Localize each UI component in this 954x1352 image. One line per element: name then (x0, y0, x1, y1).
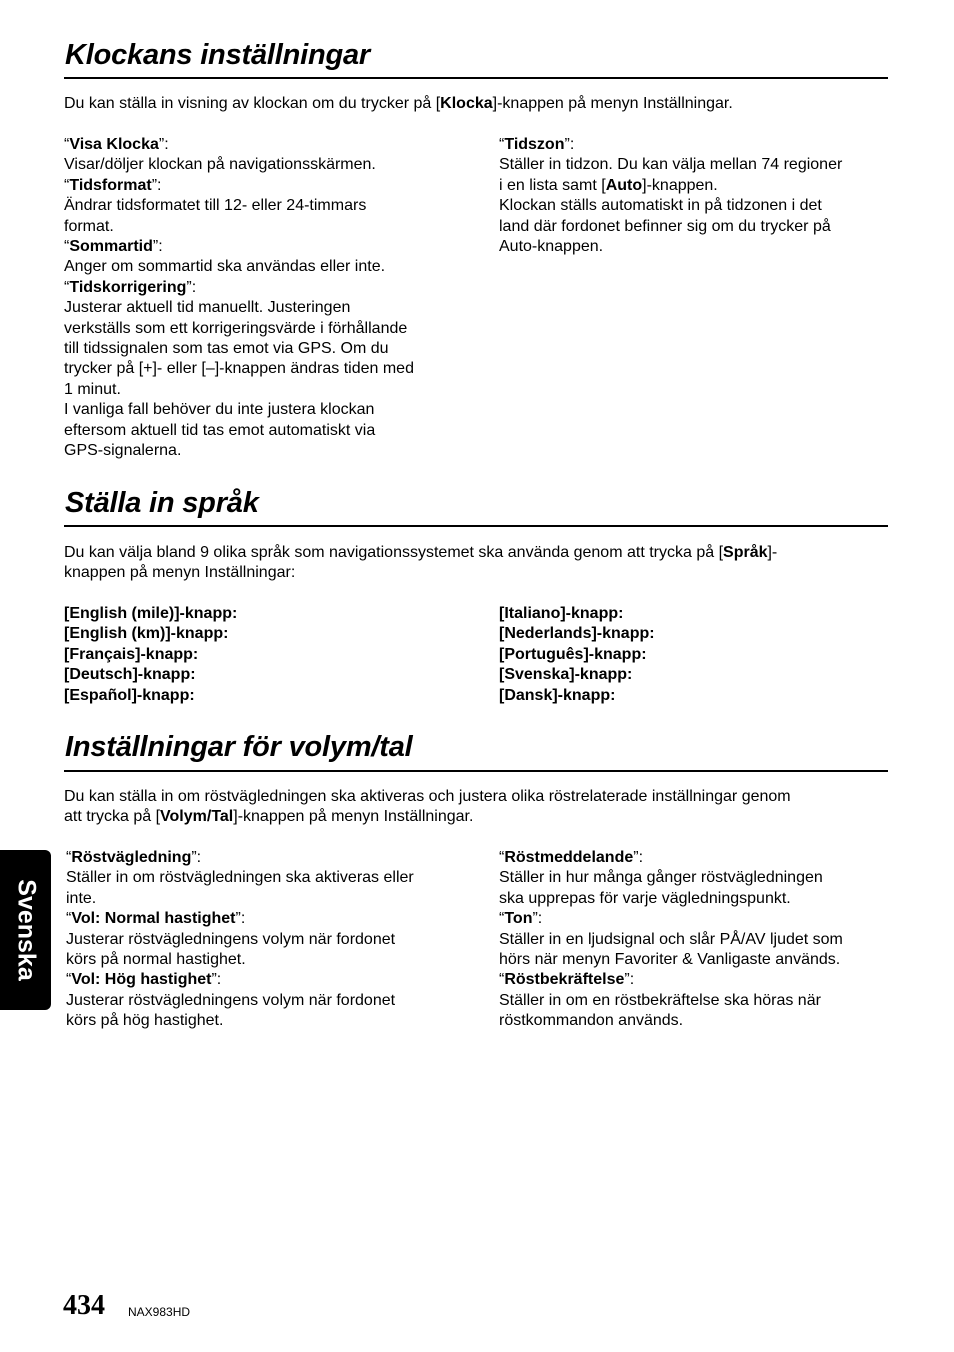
section-intro-language: Du kan välja bland 9 olika språk som navigationssystemet ska använda genom att trycka på [Språk]- knappen på menyn Inställningar: (64, 544, 778, 582)
volume-setting-description: körs på normal hastighet. (66, 951, 246, 969)
language-list-left (64, 604, 237, 706)
clock-setting-description: GPS-signalerna. (64, 442, 182, 460)
language-button-label: [Español]-knapp: (64, 686, 195, 704)
clock-settings-right-column (499, 135, 899, 257)
language-button-label: [Português]-knapp: (499, 645, 647, 663)
clock-settings-left-column (64, 135, 464, 462)
volume-settings-left-column (66, 848, 466, 1032)
clock-setting-description: till tidssignalen som tas emot via GPS. Om du (64, 340, 389, 358)
clock-setting-description: i en lista samt [Auto]-knappen. (499, 176, 718, 194)
language-button-label: [Français]-knapp: (64, 645, 199, 663)
language-button-label: [English (km)]-knapp: (64, 625, 229, 643)
clock-setting-description: verkställs som ett korrigeringsvärde i förhållande (64, 319, 408, 337)
clock-setting-description: 1 minut. (64, 380, 121, 398)
section-rule-volume (64, 770, 888, 772)
volume-setting-description: röstkommandon används. (499, 1012, 684, 1030)
language-button-label: [Nederlands]-knapp: (499, 625, 655, 643)
clock-setting-title: “Sommartid”: (64, 238, 163, 256)
volume-setting-description: Ställer in om röstvägledningen ska aktiveras eller (66, 869, 414, 887)
clock-setting-description: Anger om sommartid ska användas eller inte. (64, 258, 386, 276)
clock-setting-description: Klockan ställs automatiskt in på tidzonen i det (499, 197, 822, 215)
clock-setting-description: format. (64, 217, 114, 235)
volume-setting-description: Ställer in hur många gånger röstvägledningen (499, 869, 823, 887)
volume-setting-description: Justerar röstvägledningens volym när fordonet (66, 991, 396, 1009)
volume-setting-title: “Röstvägledning”: (66, 849, 202, 866)
section-intro-clock: Du kan ställa in visning av klockan om du trycker på [Klocka]-knappen på menyn Inställningar. (64, 95, 733, 112)
section-rule-language (64, 525, 888, 527)
section-title-volume: Inställningar för volym/tal (65, 731, 413, 763)
language-side-tab (0, 850, 51, 1010)
clock-setting-description: Ställer in tidzon. Du kan välja mellan 74 regioner (499, 156, 843, 174)
clock-setting-description: trycker på [+]- eller [–]-knappen ändras tiden med (64, 360, 414, 378)
clock-setting-description: land där fordonet befinner sig om du trycker på (499, 217, 831, 235)
section-rule-clock (64, 77, 888, 79)
volume-setting-description: ska upprepas för varje vägledningspunkt. (499, 889, 791, 907)
language-button-label: [Dansk]-knapp: (499, 686, 616, 704)
language-button-label: [English (mile)]-knapp: (64, 605, 238, 622)
volume-setting-description: körs på hög hastighet. (66, 1012, 224, 1030)
volume-setting-description: hörs när menyn Favoriter & Vanligaste används. (499, 951, 841, 969)
clock-setting-description: Auto-knappen. (499, 238, 604, 256)
clock-setting-description: Visar/döljer klockan på navigationsskärmen. (64, 156, 376, 174)
side-tab-label: Svenska (12, 879, 40, 981)
clock-setting-description: Ändrar tidsformatet till 12- eller 24-timmars (64, 197, 367, 215)
volume-setting-description: Justerar röstvägledningens volym när fordonet (66, 930, 396, 948)
language-button-label: [Deutsch]-knapp: (64, 666, 196, 684)
volume-setting-description: Ställer in en ljudsignal och slår PÅ/AV ljudet som (499, 930, 843, 948)
section-intro-volume: Du kan ställa in om röstvägledningen ska aktiveras och justera olika röstrelaterade inställningar genom att trycka på [Volym/Tal]-knappen på menyn Inställningar. (64, 788, 791, 826)
language-list-right (499, 604, 655, 706)
language-button-label: [Svenska]-knapp: (499, 666, 633, 684)
page-number: 434 (63, 1290, 105, 1321)
clock-setting-title: “Tidsformat”: (64, 176, 162, 194)
volume-setting-title: “Vol: Hög hastighet”: (66, 971, 222, 989)
volume-setting-title: “Röstmeddelande”: (499, 849, 644, 866)
volume-setting-description: Ställer in om en röstbekräftelse ska höras när (499, 991, 821, 1009)
clock-setting-description: eftersom aktuell tid tas emot automatiskt via (64, 421, 376, 439)
clock-setting-title: “Visa Klocka”: (64, 136, 169, 153)
section-title-language: Ställa in språk (65, 487, 259, 519)
language-button-label: [Italiano]-knapp: (499, 605, 624, 622)
clock-setting-description: I vanliga fall behöver du inte justera klockan (64, 401, 375, 419)
clock-setting-title: “Tidszon”: (499, 136, 575, 153)
clock-setting-title: “Tidskorrigering”: (64, 278, 197, 296)
volume-settings-right-column (499, 848, 899, 1032)
clock-setting-description: Justerar aktuell tid manuellt. Justeringen (64, 299, 351, 317)
volume-setting-title: “Vol: Normal hastighet”: (66, 910, 246, 928)
volume-setting-title: “Röstbekräftelse”: (499, 971, 635, 989)
section-title-clock: Klockans inställningar (65, 39, 371, 71)
model-name: NAX983HD (128, 1305, 191, 1319)
volume-setting-title: “Ton”: (499, 910, 543, 928)
volume-setting-description: inte. (66, 889, 97, 907)
